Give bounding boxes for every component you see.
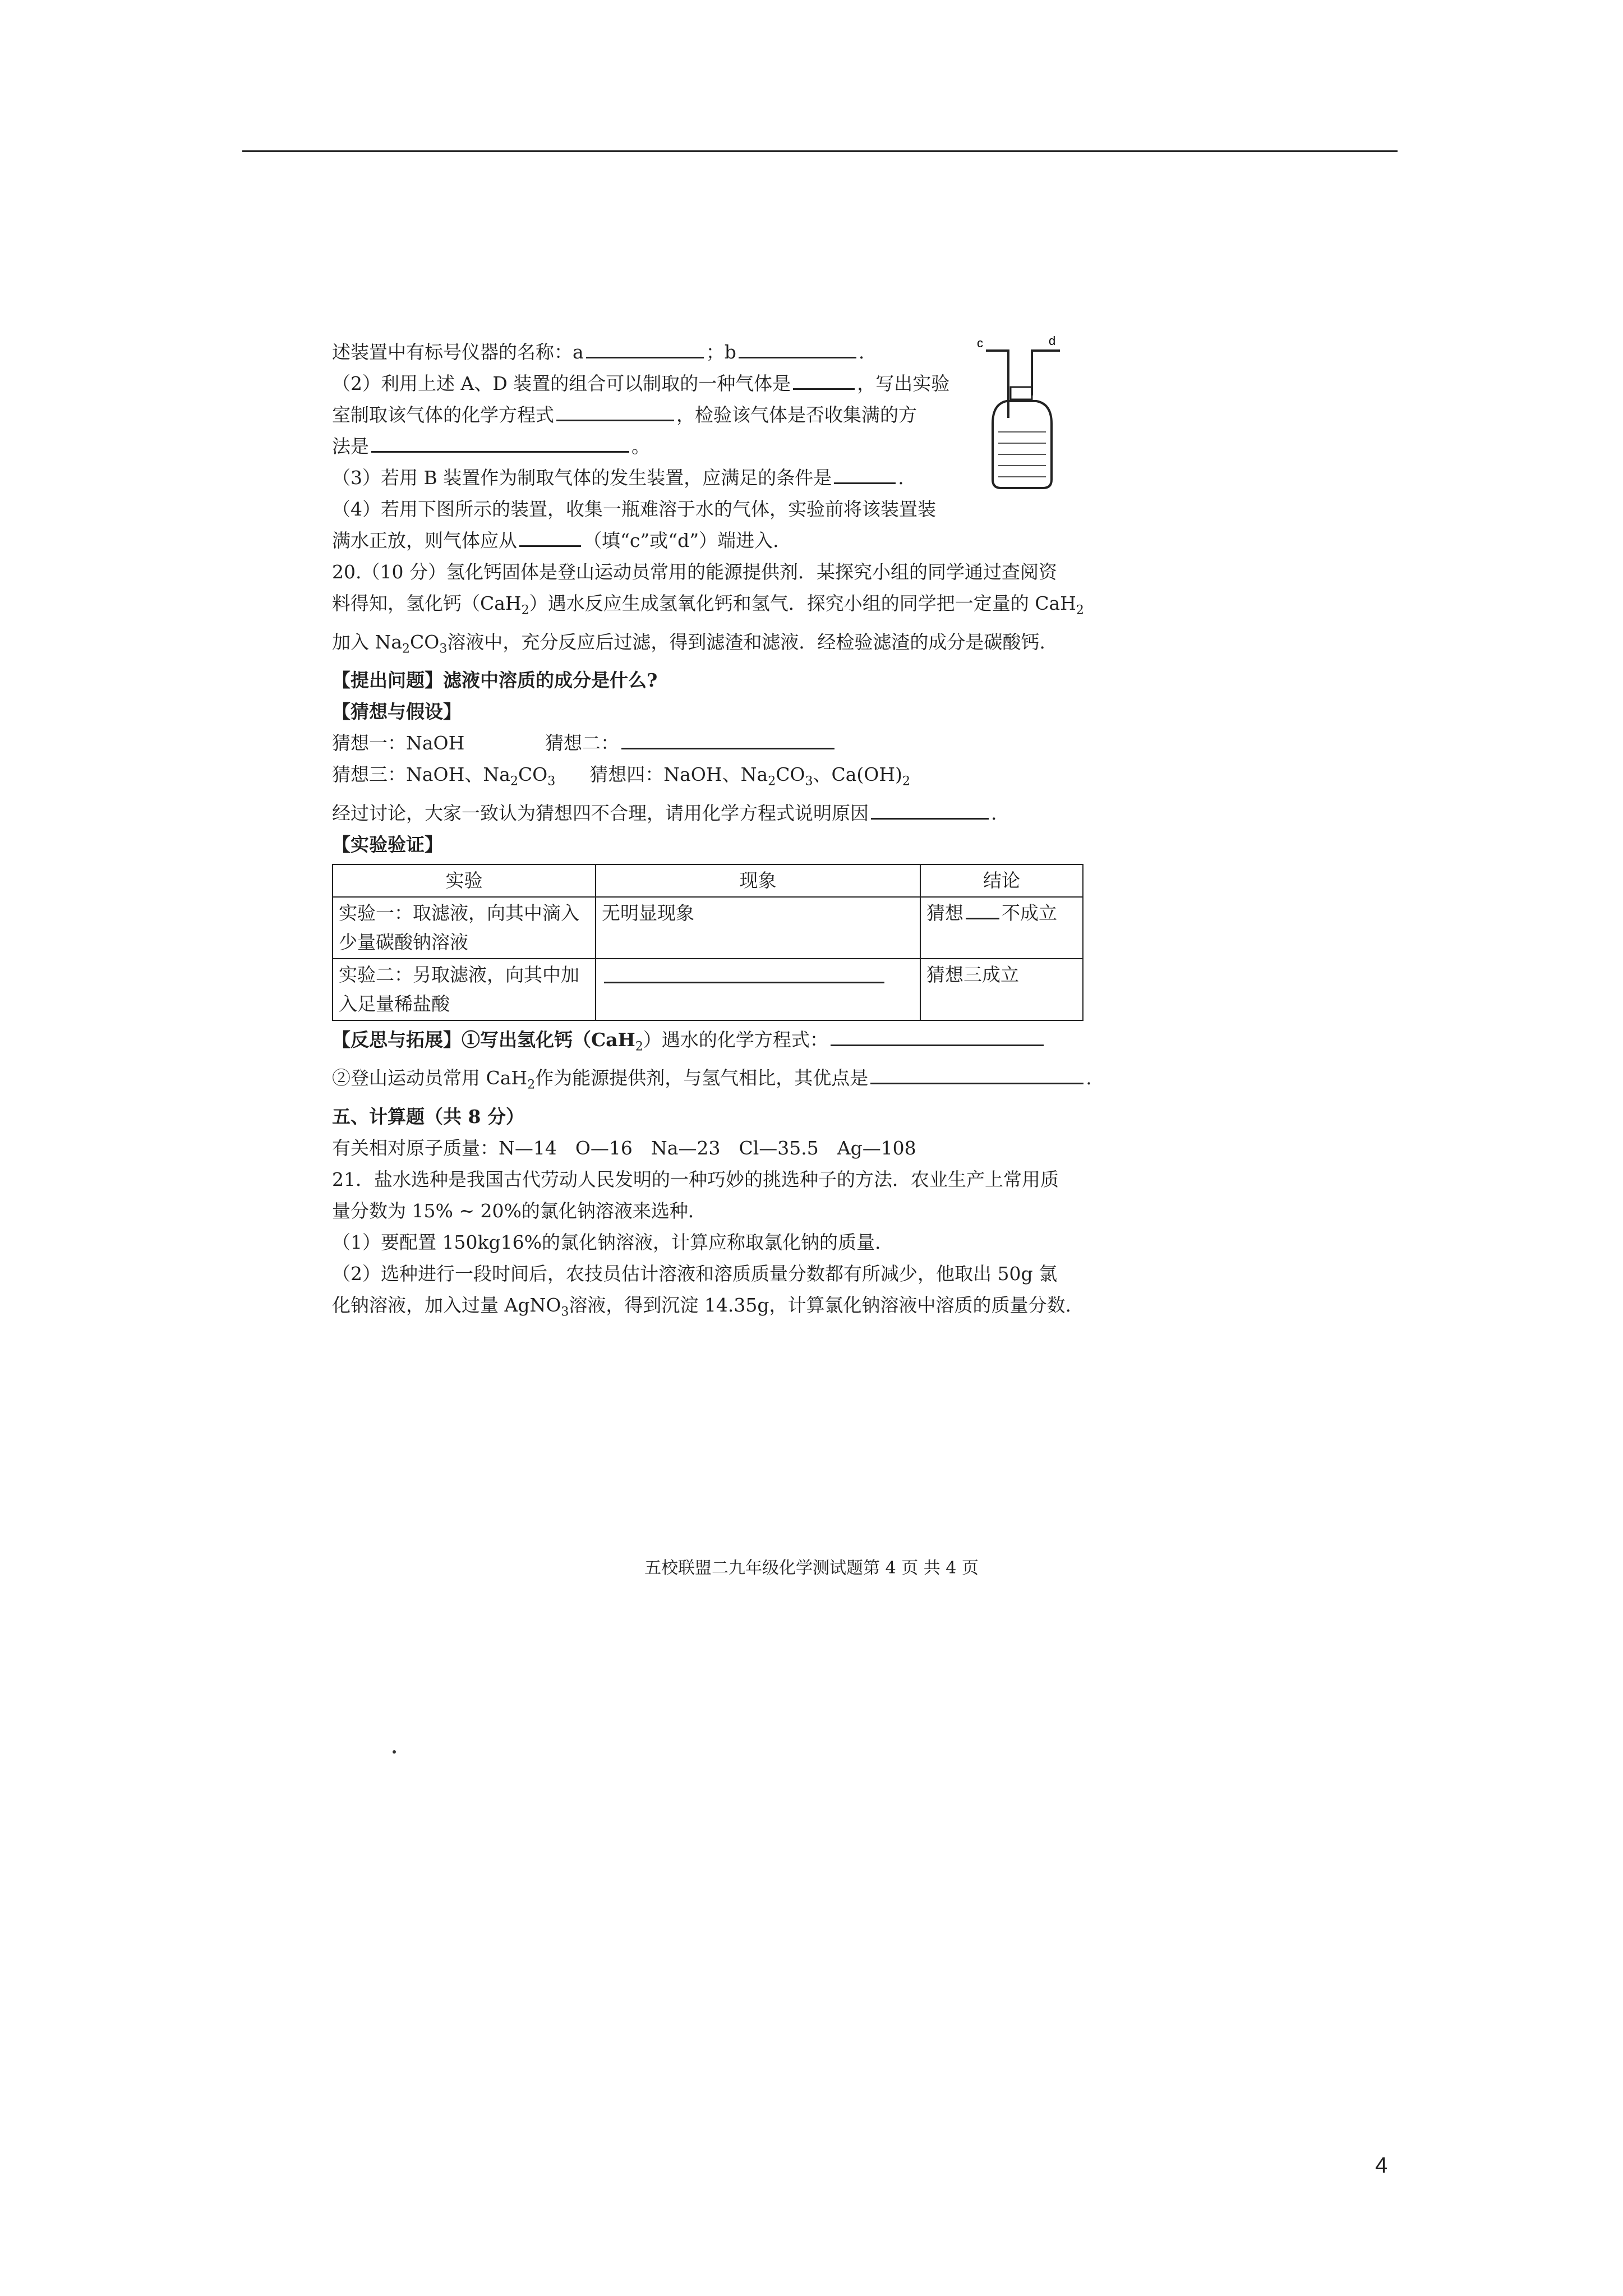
q20-hypothesis-3-4: 猜想三：NaOH、$Na_2CO_3$ 猜想四：NaOH、$Na_2CO_3$、$Ca(OH)_2$ — [332, 763, 911, 789]
speck-mark — [393, 1750, 396, 1754]
q20-line2: 料得知，氢化钙（CaH$_2$）遇水反应生成氢氧化钙和氢气．探究小组的同学把一定量的 CaH$_2$ — [332, 592, 1084, 618]
row2-experiment: 实验二：另取滤液，向其中加 入足量稀盐酸 — [333, 959, 596, 1020]
q21-part1: （1）要配置 150kg16%的氯化钠溶液，计算应称取氯化钠的质量. — [332, 1231, 881, 1253]
q20-line3: 加入 $Na_2CO_3$溶液中，充分反应后过滤，得到滤渣和滤液．经检验滤渣的成分是碳酸钙. — [332, 631, 1045, 656]
flask-label-d: d — [1049, 334, 1056, 348]
page-number: 4 — [1375, 2153, 1388, 2178]
q19-intro: 述装置中有标号仪器的名称：a ；b . — [332, 337, 1128, 368]
q20-discussion: 经过讨论，大家一致认为猜想四不合理，请用化学方程式说明原因 . — [332, 798, 1128, 829]
section-5-heading: 五、计算题（共 8 分） — [332, 1105, 524, 1128]
q19-part4-line2: 满水正放，则气体应从 （填“c”或“d”）端进入. — [332, 525, 1128, 556]
q21-part2-line1: （2）选种进行一段时间后，农技员估计溶液和溶质质量分数都有所减少，他取出 50g 氯 — [332, 1262, 1058, 1285]
experiment-table — [332, 864, 1083, 1021]
q20-hypothesis-1-2: 猜想一：NaOH 猜想二： — [332, 728, 1128, 759]
q20-question-heading: 【提出问题】滤液中溶质的成分是什么? — [332, 669, 658, 692]
table-header-row — [333, 864, 1083, 897]
q20-verify-heading: 【实验验证】 — [332, 833, 443, 855]
q20-reflection-1: 【反思与拓展】①写出氢化钙（CaH$_2$）遇水的化学方程式： — [332, 1024, 1128, 1063]
q19-part4-line1: （4）若用下图所示的装置，收集一瓶难溶于水的气体，实验前将该装置装 — [332, 498, 936, 520]
q19-part2-line3: 法是 。 — [332, 431, 1128, 462]
q19-part2-line1: （2）利用上述 A、D 装置的组合可以制取的一种气体是 ，写出实验 — [332, 368, 1128, 399]
q19-part2-line2: 室制取该气体的化学方程式 ，检验该气体是否收集满的方 — [332, 399, 1128, 431]
header-rule — [242, 150, 1398, 152]
q20-hypothesis-heading: 【猜想与假设】 — [332, 701, 462, 723]
row1-phenomenon: 无明显现象 — [596, 897, 920, 959]
table-row — [333, 959, 1083, 1020]
flask-label-c: c — [977, 336, 983, 350]
table-header-conclusion: 结论 — [920, 864, 1083, 897]
q21-part2-line2: 化钠溶液，加入过量 AgNO$_3$溶液，得到沉淀 14.35g，计算氯化钠溶液中溶质的质量分数. — [332, 1294, 1071, 1319]
row1-experiment: 实验一：取滤液，向其中滴入 少量碳酸钠溶液 — [333, 897, 596, 959]
table-header-experiment: 实验 — [333, 864, 596, 897]
q21-line2: 量分数为 15% ~ 20%的氯化钠溶液来选种． — [332, 1199, 707, 1222]
question-content — [332, 337, 1128, 1328]
table-header-phenomenon: 现象 — [596, 864, 920, 897]
page-footer: 五校联盟二九年级化学测试题第 4 页 共 4 页 — [644, 1558, 979, 1578]
q20-reflection-2: ②登山运动员常用 CaH$_2$作为能源提供剂，与氢气相比，其优点是 . — [332, 1062, 1128, 1101]
table-row — [333, 897, 1083, 959]
q19-part3: （3）若用 B 装置作为制取气体的发生装置，应满足的条件是 . — [332, 462, 1128, 494]
row2-conclusion: 猜想三成立 — [920, 959, 1083, 1020]
atomic-masses: 有关相对原子质量：N—14 O—16 Na—23 Cl—35.5 Ag—108 — [332, 1137, 916, 1159]
q21-line1: 21．盐水选种是我国古代劳动人民发明的一种巧妙的挑选种子的方法．农业生产上常用质 — [332, 1168, 1059, 1190]
row2-phenomenon-blank — [596, 959, 920, 1020]
row1-conclusion: 猜想 不成立 — [920, 897, 1083, 959]
q20-line1: 20.（10 分）氢化钙固体是登山运动员常用的能源提供剂．某探究小组的同学通过查阅资 — [332, 561, 1057, 583]
